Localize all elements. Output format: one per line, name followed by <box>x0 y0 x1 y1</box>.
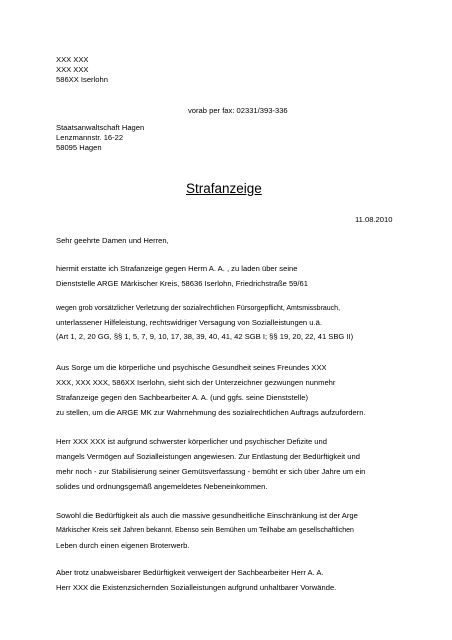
sender-line: XXX XXX <box>56 55 89 64</box>
paragraph-line: hiermit erstatte ich Strafanzeige gegen Herrn A. A. , zu laden über seine <box>56 264 298 273</box>
paragraph-line: Dienststelle ARGE Märkischer Kreis, 58636 Iserlohn, Friedrichstraße 59/61 <box>56 279 308 288</box>
letter-date: 11.08.2010 <box>355 215 393 224</box>
recipient-line: Lenzmannstr. 16-22 <box>56 133 124 142</box>
paragraph-line: XXX, XXX XXX, 586XX Iserlohn, sieht sich der Unterzeichner gezwungen nunmehr <box>56 378 336 387</box>
paragraph-line: Aus Sorge um die körperliche und psychische Gesundheit seines Freundes XXX <box>56 363 327 372</box>
paragraph-line: solides und ordnungsgemäß angemeldetes Nebeneinkommen. <box>56 482 268 491</box>
paragraph-line: Herr XXX die Existenzsichernden Sozialleistungen aufgrund unhaltbarer Vorwände. <box>56 583 337 592</box>
paragraph-line: Sowohl die Bedürftigkeit als auch die massive gesundheitliche Einschränkung ist der Arge <box>56 511 358 520</box>
paragraph-line: Märkischer Kreis seit Jahren bekannt. Ebenso sein Bemühen um Teilhabe am gesellschaftlichen <box>56 527 354 534</box>
paragraph-line: Leben durch einen eigenen Broterwerb. <box>56 541 190 550</box>
paragraph-line: wegen grob vorsätzlicher Verletzung der sozialrechtlichen Fürsorgepflicht, Amtsmissbrauch, <box>56 305 341 312</box>
paragraph-line: mangels Vermögen auf Sozialleistungen angewiesen. Zur Entlastung der Bedürftigkeit und <box>56 452 360 461</box>
paragraph-line: Herr XXX XXX ist aufgrund schwerster körperlicher und psychischer Defizite und <box>56 437 327 446</box>
paragraph-line: unterlassener Hilfeleistung, rechtswidriger Versagung von Sozialleistungen u.ä. <box>56 318 322 327</box>
recipient-line: Staatsanwaltschaft Hagen <box>56 123 145 132</box>
paragraph-line: zu stellen, um die ARGE MK zur Wahrnehmung des sozialrechtlichen Auftrags aufzufordern. <box>56 408 366 417</box>
recipient-line: 58095 Hagen <box>56 143 102 152</box>
paragraph-line: Strafanzeige gegen den Sachbearbeiter A. A. (und ggfs. seine Dienststelle) <box>56 393 309 402</box>
paragraph-line: Aber trotz unabweisbarer Bedürftigkeit verweigert der Sachbearbeiter Herr A. A. <box>56 568 324 577</box>
paragraph-line: (Art 1, 2, 20 GG, §§ 1, 5, 7, 9, 10, 17, 38, 39, 40, 41, 42 SGB I; §§ 19, 20, 22, 41 SBG II) <box>56 332 354 341</box>
salutation: Sehr geehrte Damen und Herren, <box>56 236 169 245</box>
paragraph-line: mehr noch - zur Stabilisierung seiner Gemütsverfassung - bemüht er sich über Jahre um ein <box>56 467 366 476</box>
document-title: Strafanzeige <box>186 181 262 196</box>
sender-line: XXX XXX <box>56 65 89 74</box>
sender-line: 586XX Iserlohn <box>56 75 108 84</box>
fax-note: vorab per fax: 02331/393-336 <box>188 106 288 115</box>
